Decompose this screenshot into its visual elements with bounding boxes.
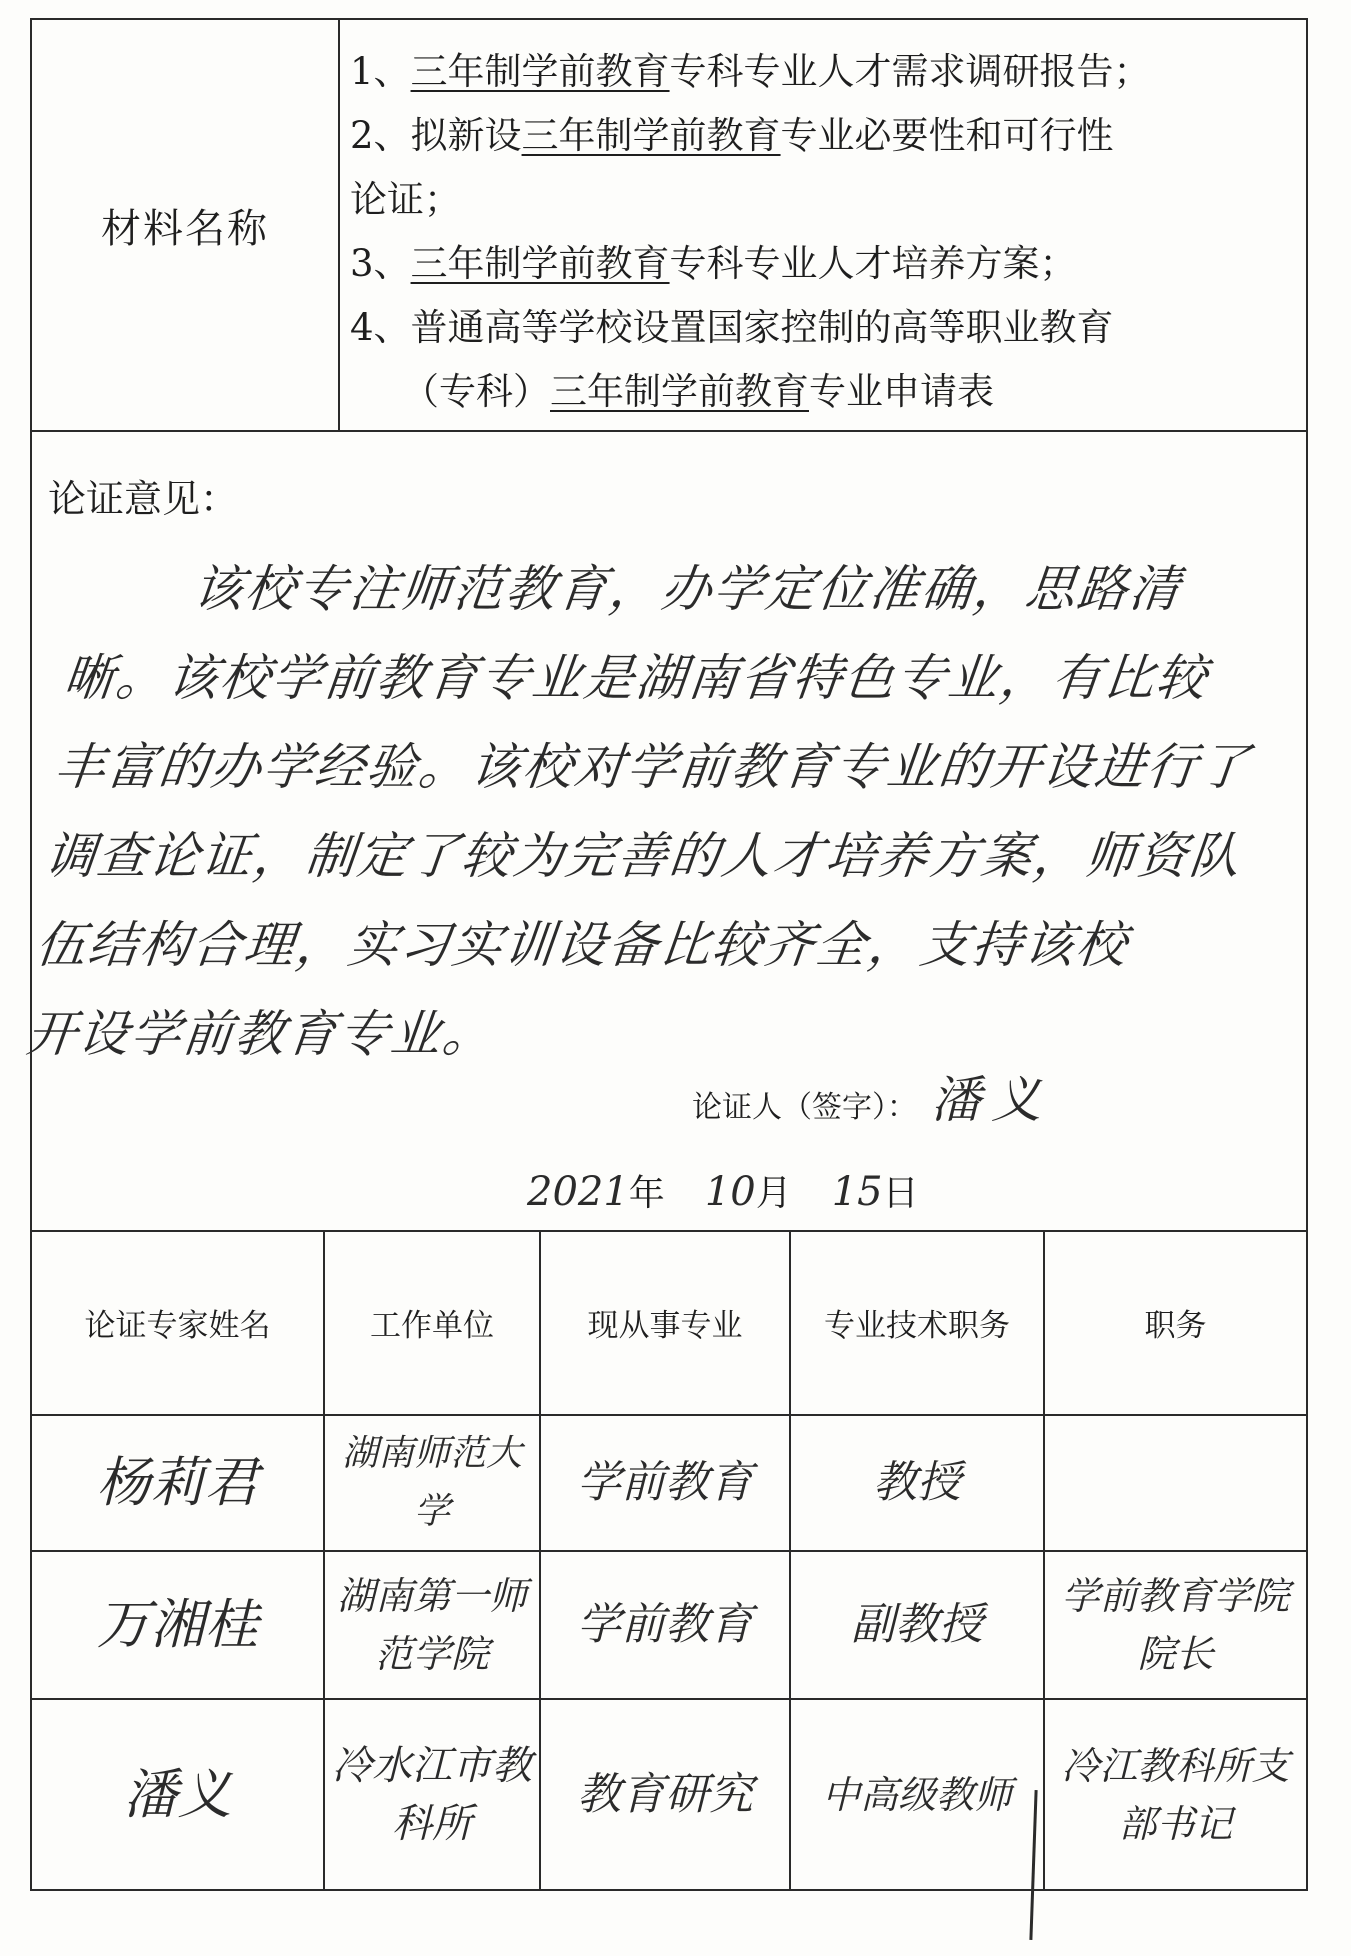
expert-major: 教育研究 [540,1699,790,1890]
material-item: 1、三年制学前教育专科专业人才需求调研报告； [350,50,1151,93]
experts-header-row [32,1230,1306,1415]
expert-unit: 湖南师范大学 [324,1415,540,1551]
handwritten-line: 丰富的办学经验。该校对学前教育专业的开设进行了 [51,738,1254,796]
form-sheet [23,18,1308,1891]
date-line [527,1165,919,1216]
table-row [32,1551,1306,1699]
expert-unit: 冷水江市教科所 [324,1699,540,1890]
material-item: 3、三年制学前教育专科专业人才培养方案； [350,242,1077,285]
material-item: 2、拟新设三年制学前教育专业必要性和可行性 [350,114,1114,157]
date-month: 10 [704,1169,756,1215]
expert-title: 副教授 [790,1551,1044,1699]
header-current-major: 现从事专业 [540,1230,790,1415]
material-item: 4、普通高等学校设置国家控制的高等职业教育 [350,306,1114,349]
material-item: （专科）三年制学前教育专业申请表 [402,370,994,413]
handwritten-line: 开设学前教育专业。 [23,1005,498,1063]
signature: 潘义 [931,1071,1051,1129]
header-position: 职务 [1044,1230,1306,1415]
materials-label: 材料名称 [32,20,340,430]
signer-label: 论证人（签字）： [692,1090,917,1125]
materials-row [32,20,1306,432]
handwritten-line: 晰。该校学前教育专业是湖南省特色专业，有比较 [61,649,1212,707]
experts-table [32,1230,1306,1890]
expert-name: 潘义 [32,1699,324,1890]
handwritten-line: 伍结构合理，实习实训设备比较齐全，支持该校 [32,916,1132,974]
header-work-unit: 工作单位 [324,1230,540,1415]
expert-major: 学前教育 [540,1551,790,1699]
material-item: 论证； [350,178,461,221]
handwritten-line: 调查论证，制定了较为完善的人才培养方案，师资队 [42,827,1245,885]
opinion-label: 论证意见： [48,477,239,521]
header-technical-title: 专业技术职务 [790,1230,1044,1415]
expert-position: 冷江教科所支部书记 [1044,1699,1306,1890]
signer-line [692,1060,1051,1132]
expert-major: 学前教育 [540,1415,790,1551]
header-expert-name: 论证专家姓名 [32,1230,324,1415]
expert-name: 杨莉君 [32,1415,324,1551]
table-row [32,1415,1306,1551]
expert-name: 万湘桂 [32,1551,324,1699]
handwritten-line: 该校专注师范教育，办学定位准确，思路清 [190,560,1185,618]
expert-title: 教授 [790,1415,1044,1551]
expert-position [1044,1415,1306,1551]
opinion-section [23,430,1306,1232]
materials-list [350,40,1300,424]
expert-position: 学前教育学院院长 [1044,1551,1306,1699]
table-row [32,1699,1306,1890]
expert-unit: 湖南第一师范学院 [324,1551,540,1699]
date-day-unit: 日 [882,1173,919,1214]
expert-title: 中高级教师 [790,1699,1044,1890]
date-month-unit: 月 [755,1173,792,1214]
date-year: 2021 [527,1169,629,1215]
date-year-unit: 年 [628,1173,665,1214]
handwritten-opinion [22,545,1318,1079]
date-day: 15 [831,1169,883,1215]
